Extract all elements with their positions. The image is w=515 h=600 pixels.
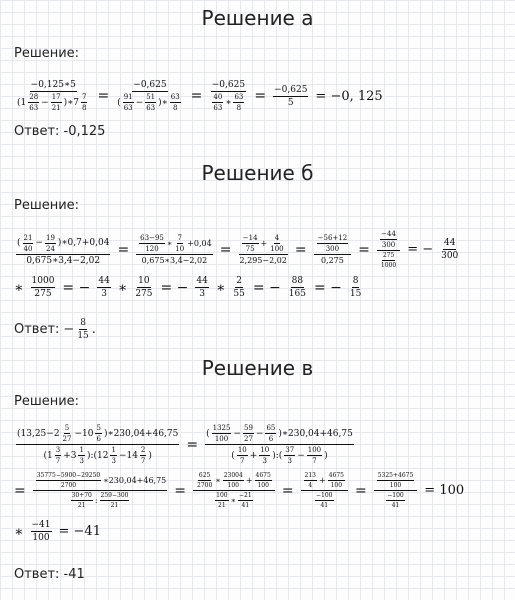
section-b-label: Решение: <box>14 198 80 213</box>
section-b-heading: Решение б <box>201 161 314 185</box>
section-b-answer: Ответ: − $\frac{8}{15}$ . <box>14 318 96 341</box>
fraction: $\frac{-14}{75}$ + $\frac{4}{100}$ 2,295−2,02 <box>239 234 287 265</box>
fraction: $\frac{63-95}{120}$ ∗ $\frac{7}{10}$ +0,04 0,675∗3,4−2,02 <box>136 234 213 265</box>
fraction: $\frac{625}{2700}$ ∗ $\frac{23004}{100}$ + $\frac{4675}{100}$ $\frac{100}{21}$ ∗ $\frac{-21}{41}$ <box>193 472 275 509</box>
result: = 100 <box>424 483 465 498</box>
fraction: $\frac{-0,625}{5}$ <box>274 84 308 108</box>
fraction: ( $\frac{1325}{100}$ − $\frac{59}{27}$ − $\frac{65}{6}$ )∗230,04+46,75 ( $\frac{10}{7}$ + $\frac{10}{3}$ ):( $\frac{37}{3}$ − $\frac{100}{7}$ ) <box>206 424 353 465</box>
fraction: $\frac{44}{300}$ <box>441 238 459 261</box>
section-b-equation-2: ∗ $\frac{1000}{275}$ = − $\frac{44}{3}$ ∗ $\frac{10}{275}$ = − $\frac{44}{3}$ ∗ $\frac{2}{55}$ = − $\frac{88}{165}$ = − $\frac{8}{15}$ <box>14 276 362 299</box>
section-a-equation: −0,125∗5 (1 $\frac{28}{63}$ − $\frac{17}{21}$ )∗7 $\frac{7}{8}$ = −0,625 ( $\frac{91}{63}$ − $\frac{51}{63}$ )∗ $\frac{63}{8}$ = −0,625 $\frac{40}{63}$ ∗ $\frac{63}{8}$ = $\frac{-0,625}{5}$ = −0, 125 <box>17 80 383 112</box>
section-c-equation-3: ∗ $\frac{-41}{100}$ = −41 <box>14 520 101 543</box>
fraction: −0,625 ( $\frac{91}{63}$ − $\frac{51}{63}$ )∗ $\frac{63}{8}$ <box>117 80 180 112</box>
fraction: $\frac{213}{4}$ + $\frac{4675}{100}$ $\frac{-100}{41}$ <box>301 472 348 509</box>
fraction: $\frac{\frac{5325+4675}{100}}{\frac{-100}{41}}$ <box>374 472 418 509</box>
fraction: −0,625 $\frac{40}{63}$ ∗ $\frac{63}{8}$ <box>211 80 246 112</box>
fraction: (13,25−2 $\frac{5}{27}$ −10 $\frac{5}{6}$ )∗230,04+46,75 (1 $\frac{3}{7}$ +3 $\frac{1}{3}$ ):(12 $\frac{1}{3}$ −14 $\frac{2}{7}$ ) <box>17 424 179 465</box>
section-c-heading: Решение в <box>201 356 314 380</box>
section-a-answer: Ответ: -0,125 <box>14 124 106 139</box>
section-c-equation-1: (13,25−2 $\frac{5}{27}$ −10 $\frac{5}{6}$ )∗230,04+46,75 (1 $\frac{3}{7}$ +3 $\frac{1}{3}$ ):(12 $\frac{1}{3}$ −14 $\frac{2}{7}$ ) = ( $\frac{1325}{100}$ − $\frac{59}{27}$ − $\frac{65}{6}$ )∗230,04+46,75 ( $\frac{10}{7}$ + $\frac{10}{3}$ ):( $\frac{37}{3}$ − $\frac{100}{7}$ ) <box>17 424 353 465</box>
section-c-label: Решение: <box>14 394 80 409</box>
section-c-answer: Ответ: -41 <box>14 567 85 582</box>
section-a-label: Решение: <box>14 46 80 61</box>
section-a-heading: Решение а <box>201 6 314 30</box>
result: = −0, 125 <box>315 88 383 104</box>
fraction: ( $\frac{21}{40}$ − $\frac{19}{24}$ )∗0,7+0,04 0,675∗3,4−2,02 <box>17 233 110 266</box>
section-c-equation-2: = $\frac{35775-5900-29250}{2700}$ ∗230,04+46,75 $\frac{30+70}{21}$ : $\frac{259-300}{21}$ = $\frac{625}{2700}$ ∗ $\frac{23004}{100}$ + $\frac{4675}{100}$ $\frac{100}{21}$ ∗ $\frac{-21}{41}$ = $\frac{213}{4}$ + $\frac{4675}{100}$ $\frac{-100}{41}$ = $\frac{\frac{5325+4675}{100}}{\frac{-100}{41}}$ = 100 <box>14 472 465 509</box>
fraction: −0,125∗5 (1 $\frac{28}{63}$ − $\frac{17}{21}$ )∗7 $\frac{7}{8}$ <box>17 80 87 112</box>
fraction: $\frac{35775-5900-29250}{2700}$ ∗230,04+46,75 $\frac{30+70}{21}$ : $\frac{259-300}{21}$ <box>33 472 168 509</box>
fraction: $\frac{\frac{-56+12}{300}}{0,275}$ <box>314 234 352 265</box>
result: = −41 <box>58 524 101 539</box>
fraction: $\frac{\frac{-44}{300}}{\frac{275}{1000}}$ <box>377 230 400 269</box>
section-b-equation-1: ( $\frac{21}{40}$ − $\frac{19}{24}$ )∗0,7+0,04 0,675∗3,4−2,02 = $\frac{63-95}{120}$ ∗ $\frac{7}{10}$ +0,04 0,675∗3,4−2,02 = $\frac{-14}{75}$ + $\frac{4}{100}$ 2,295−2,02 = $\frac{\frac{-56+12}{300}}{0,275}$ = $\frac{\frac{-44}{300}}{\frac{275}{1000}}$ = − $\frac{44}{300}$ <box>17 230 459 269</box>
